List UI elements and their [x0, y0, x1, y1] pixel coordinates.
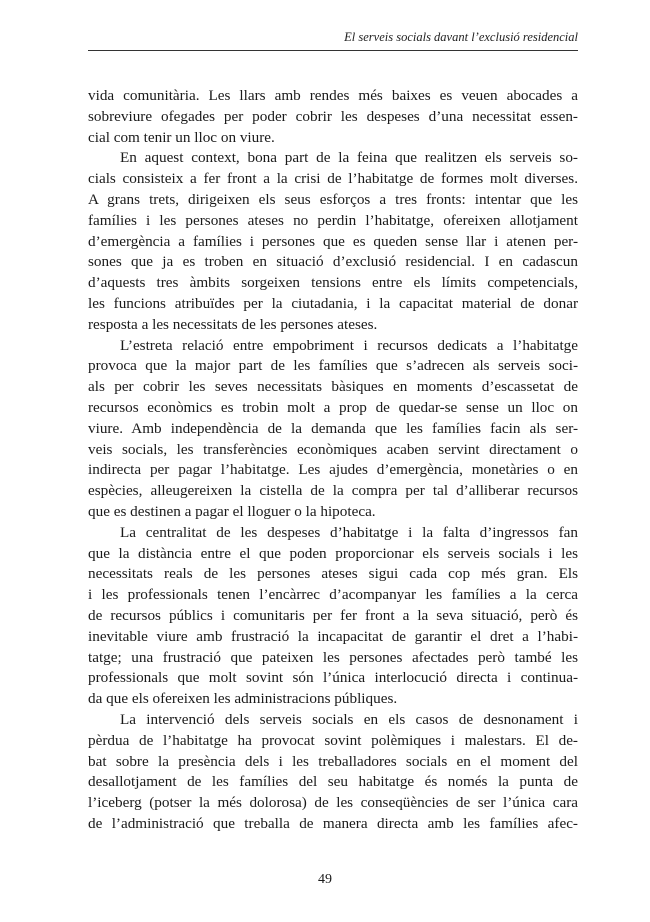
text-line: indirecta per pagar l’habitatge. Les ajudes d’emergència, monetàries o en [88, 461, 578, 479]
paragraph [88, 710, 578, 835]
page-number: 49 [318, 872, 332, 887]
paragraph [88, 336, 578, 523]
text-line: de recursos públics i comunitaris per fer front a la seva situació, però és [88, 606, 578, 624]
text-line: tatge; una frustració que pateixen les persones afectades però també les [88, 648, 578, 666]
text-line: espècies, alleugereixen la cistella de la compra per tal d’alliberar recursos [88, 482, 578, 500]
text-line: provoca que la major part de les famílies que s’adrecen als serveis soci- [88, 357, 578, 375]
text-line: l’iceberg (potser la més dolorosa) de les conseqüències de ser l’única cara [88, 794, 578, 812]
text-line: que la distància entre el que poden proporcionar els serveis socials i les [88, 544, 578, 562]
text-line: A grans trets, dirigeixen els seus esforços a tres fronts: intentar que les [88, 190, 578, 208]
text-line: i les professionals tenen l’encàrrec d’acompanyar les famílies a la cerca [88, 586, 578, 604]
text-line: pèrdua de l’habitatge ha provocat sovint polèmiques i malestars. El de- [88, 731, 578, 749]
text-line: En aquest context, bona part de la feina que realitzen els serveis so- [120, 149, 578, 167]
text-line: les funcions atribuïdes per la ciutadania, i la capacitat material de donar [88, 294, 578, 312]
text-line: cials consisteix a fer front a la crisi de l’habitatge de formes molt diverses. [88, 170, 578, 188]
text-line: als per cobrir les seves necessitats bàsiques en moments d’escassetat de [88, 378, 578, 396]
text-line: d’emergència a famílies i persones que es queden sense llar i atenen per- [88, 232, 578, 250]
text-line: inevitable viure amb frustració la incapacitat de garantir el dret a l’habi- [88, 627, 578, 645]
text-line: professionals que molt sovint són l’única interlocució directa i continua- [88, 669, 578, 687]
text-line: necessitats reals de les persones ateses sigui cada cop més gran. Els [88, 565, 578, 583]
text-line: sobreviure ofegades per poder cobrir les despeses d’una necessitat essen- [88, 107, 578, 125]
text-line: da que els ofereixen les administracions públiques. [88, 690, 398, 708]
text-line: que es destinen a pagar el lloguer o la hipoteca. [88, 502, 376, 520]
text-line: viure. Amb independència de la demanda que les famílies facin als ser- [88, 419, 578, 437]
running-head: El serveis socials davant l’exclusió residencial [344, 30, 578, 44]
text-line: bat sobre la presència dels i les treballadores socials en el moment del [88, 752, 578, 770]
text-line: veis socials, les transferències econòmiques acaben servint directament o [88, 440, 578, 458]
text-line: vida comunitària. Les llars amb rendes més baixes es veuen abocades a [88, 87, 578, 104]
text-line: de l’administració que treballa de manera directa amb les famílies afec- [88, 814, 578, 832]
text-line: L’estreta relació entre empobriment i recursos dedicats a l’habitatge [120, 336, 578, 354]
text-line: famílies i les persones ateses no perdin l’habitatge, ofereixen allotjament [88, 211, 578, 229]
header-rule [88, 50, 578, 51]
text-line: resposta a les necessitats de les persones ateses. [88, 315, 378, 333]
text-line: sones que ja es troben en situació d’exclusió residencial. I en cadascun [88, 253, 578, 271]
text-line: La centralitat de les despeses d’habitatge i la falta d’ingressos fan [120, 523, 578, 541]
paragraph [88, 148, 578, 335]
text-line: recursos econòmics es trobin molt a prop de quedar-se sense un lloc on [88, 398, 578, 416]
body-text [88, 86, 578, 835]
text-line: desallotjament de les famílies del seu habitatge és només la punta de [88, 773, 578, 791]
text-line: d’aquests tres àmbits sorgeixen tensions entre els límits competencials, [88, 274, 578, 292]
paragraph [88, 523, 578, 710]
paragraph [88, 86, 578, 148]
text-line: cial com tenir un lloc on viure. [88, 128, 275, 146]
text-line: La intervenció dels serveis socials en els casos de desnonament i [120, 710, 578, 728]
